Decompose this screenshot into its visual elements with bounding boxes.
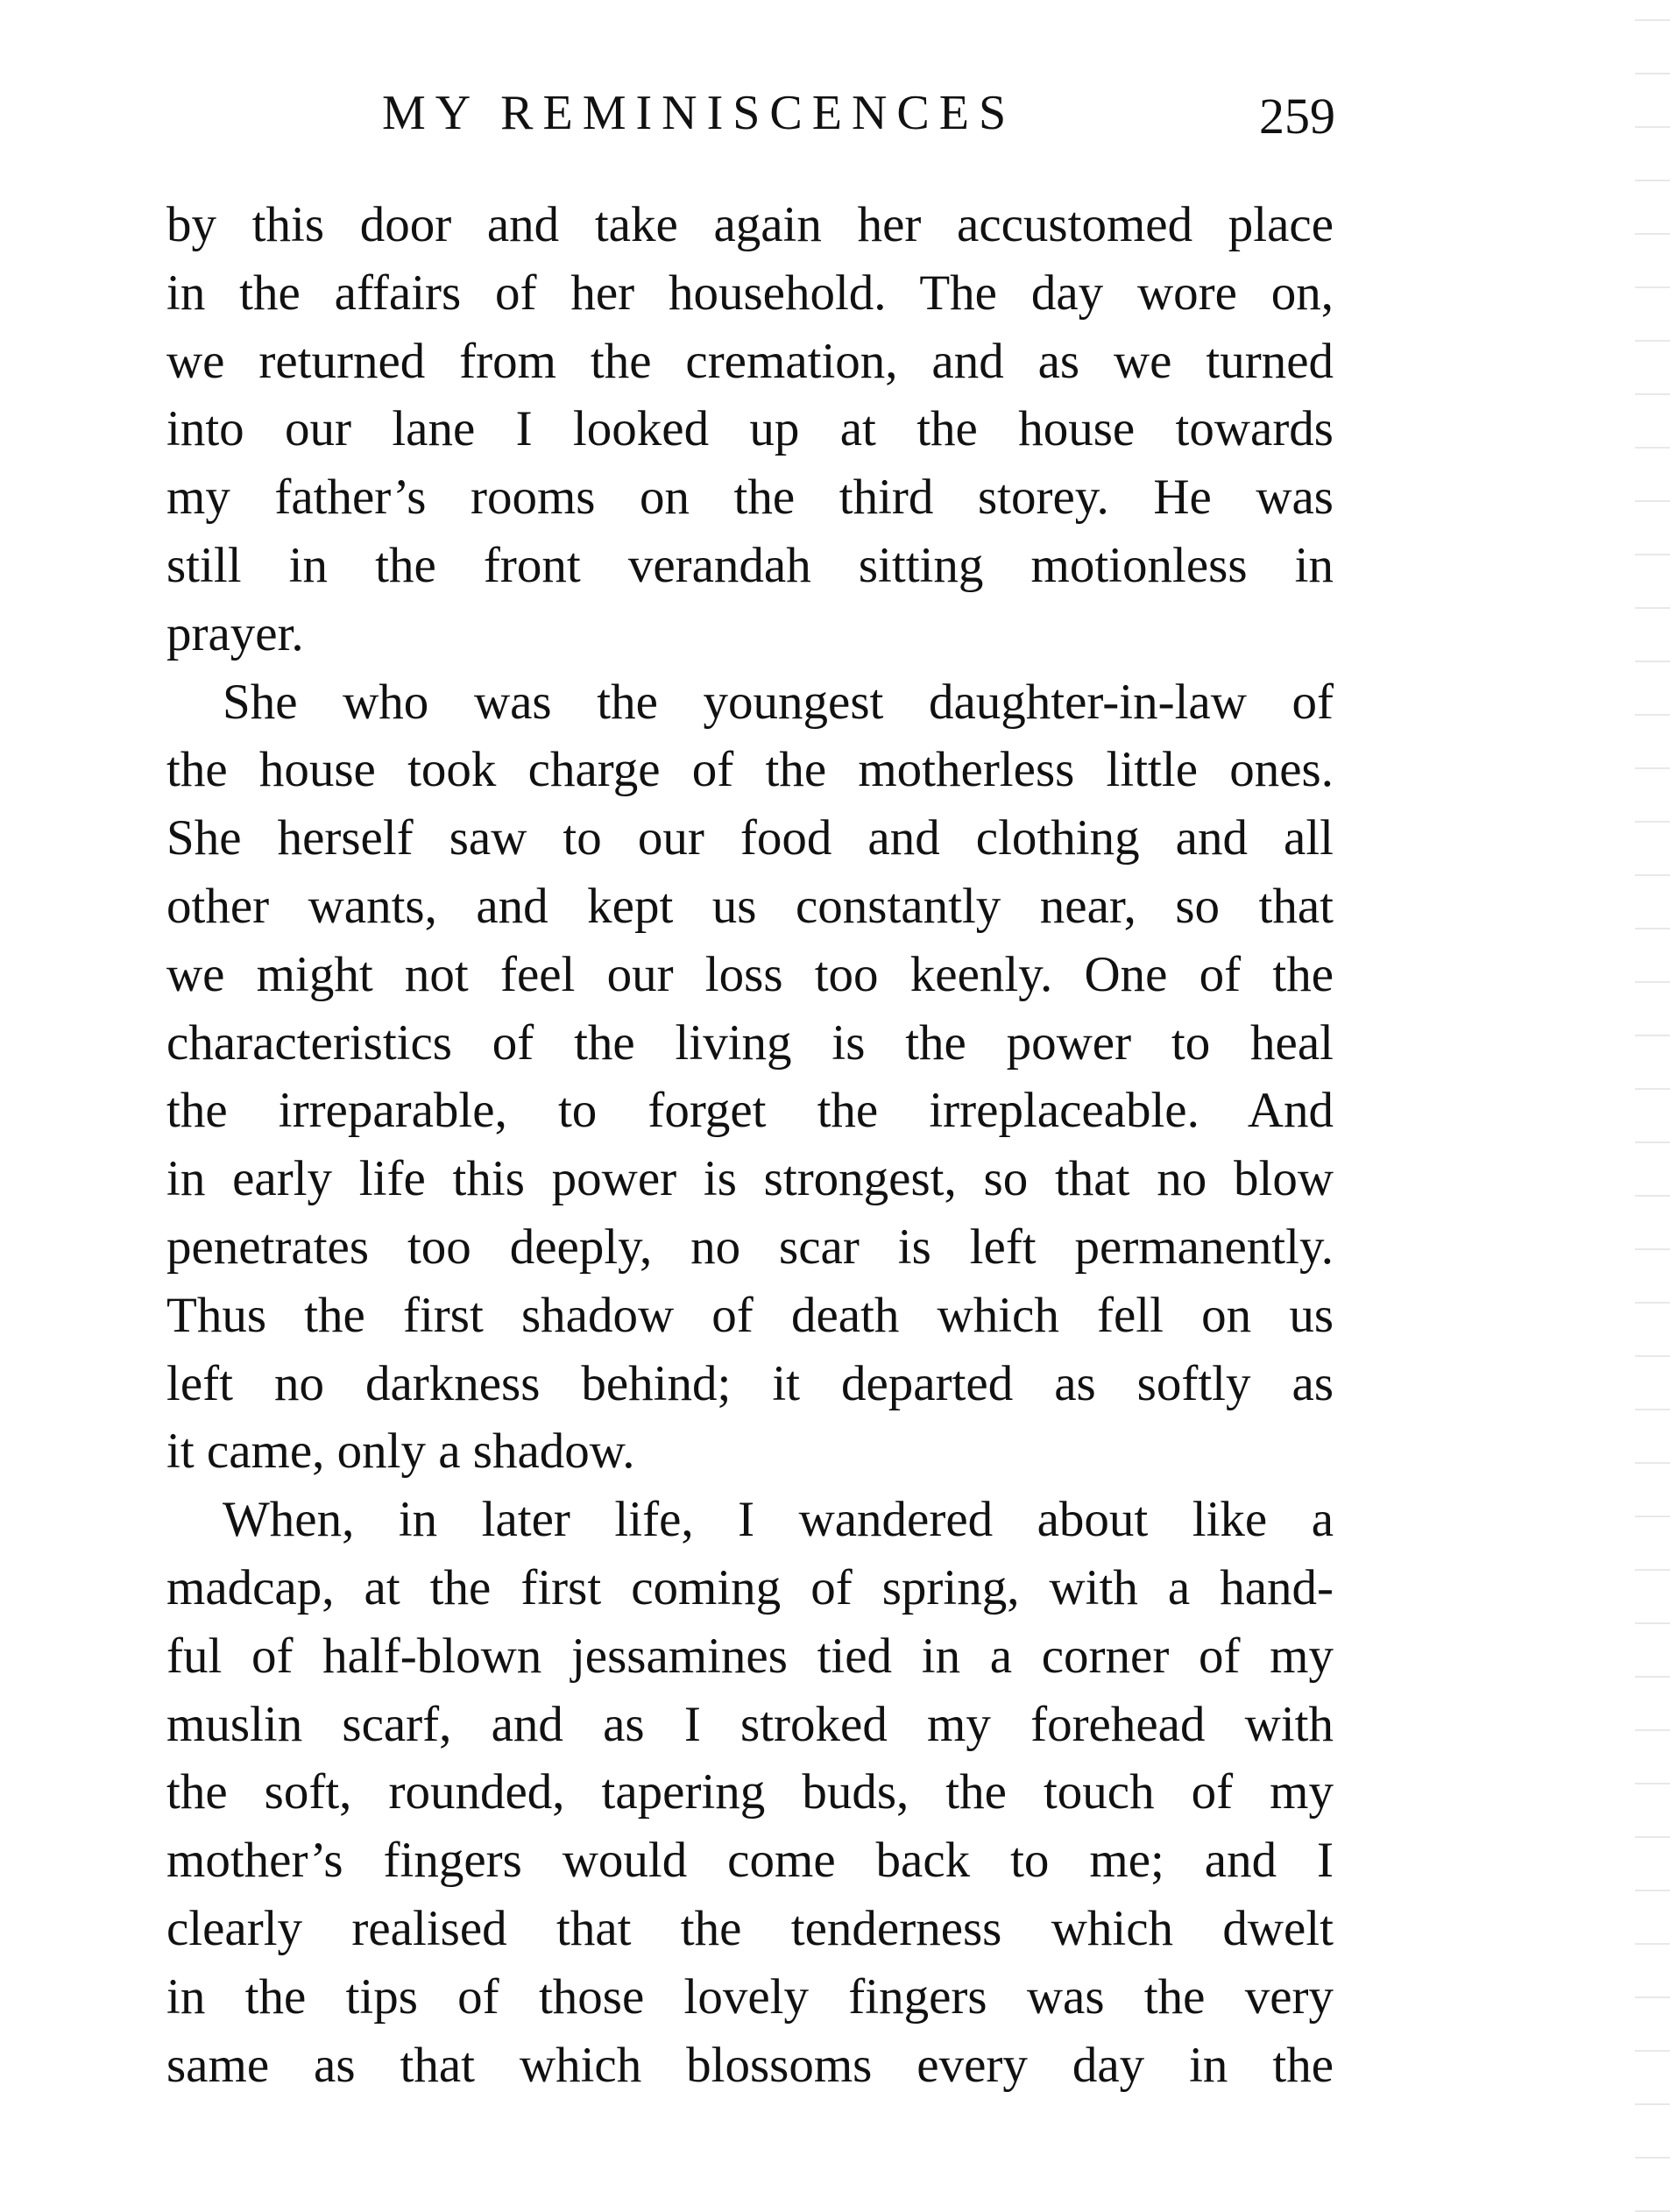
text-line: other wants, and kept us constantly near, so that — [166, 878, 1334, 934]
body-text — [166, 191, 1334, 2099]
text-line: left no darkness behind; it departed as softly as — [166, 1355, 1334, 1411]
text-line: She herself saw to our food and clothing and all — [166, 810, 1334, 866]
running-header-title: MY REMINISCENCES — [382, 86, 1016, 140]
page-number: 259 — [1259, 88, 1335, 145]
text-line: madcap, at the first coming of spring, with a hand- — [166, 1559, 1334, 1615]
text-line: Thus the first shadow of death which fell on us — [166, 1287, 1334, 1343]
text-line: in early life this power is strongest, so that no blow — [166, 1151, 1334, 1207]
text-line: ful of half-blown jessamines tied in a corner of my — [166, 1628, 1334, 1684]
text-line: in the affairs of her household. The day wore on, — [166, 265, 1334, 321]
text-line: She who was the youngest daughter-in-law of — [223, 674, 1334, 730]
text-line: it came, only a shadow. — [166, 1424, 635, 1480]
text-line: When, in later life, I wandered about like a — [223, 1492, 1334, 1548]
text-line: by this door and take again her accustomed place — [166, 197, 1334, 252]
text-line: prayer. — [166, 605, 304, 661]
text-line: the irreparable, to forget the irreplaceable. And — [166, 1083, 1334, 1139]
text-line: the soft, rounded, tapering buds, the touch of my — [166, 1764, 1334, 1820]
text-line: in the tips of those lovely fingers was the very — [166, 1968, 1334, 2025]
text-line: mother’s fingers would come back to me; and I — [166, 1833, 1334, 1889]
paragraph — [166, 668, 1334, 1487]
scan-edge-noise — [1635, 0, 1670, 2212]
text-line: muslin scarf, and as I stroked my forehead with — [166, 1696, 1334, 1752]
text-line: clearly realised that the tenderness which dwelt — [166, 1900, 1334, 1956]
text-line: still in the front verandah sitting motionless in — [166, 537, 1334, 593]
text-line: we might not feel our loss too keenly. One of the — [166, 946, 1334, 1002]
text-line: the house took charge of the motherless little ones. — [166, 742, 1334, 798]
paragraph — [166, 1486, 1334, 2099]
text-line: we returned from the cremation, and as we turned — [166, 333, 1334, 389]
text-line: into our lane I looked up at the house towards — [166, 401, 1334, 457]
paragraph — [166, 191, 1334, 668]
text-line: my father’s rooms on the third storey. He was — [166, 470, 1334, 526]
text-line: same as that which blossoms every day in the — [166, 2037, 1334, 2093]
text-line: characteristics of the living is the power to heal — [166, 1014, 1334, 1071]
text-line: penetrates too deeply, no scar is left permanently. — [166, 1219, 1334, 1275]
